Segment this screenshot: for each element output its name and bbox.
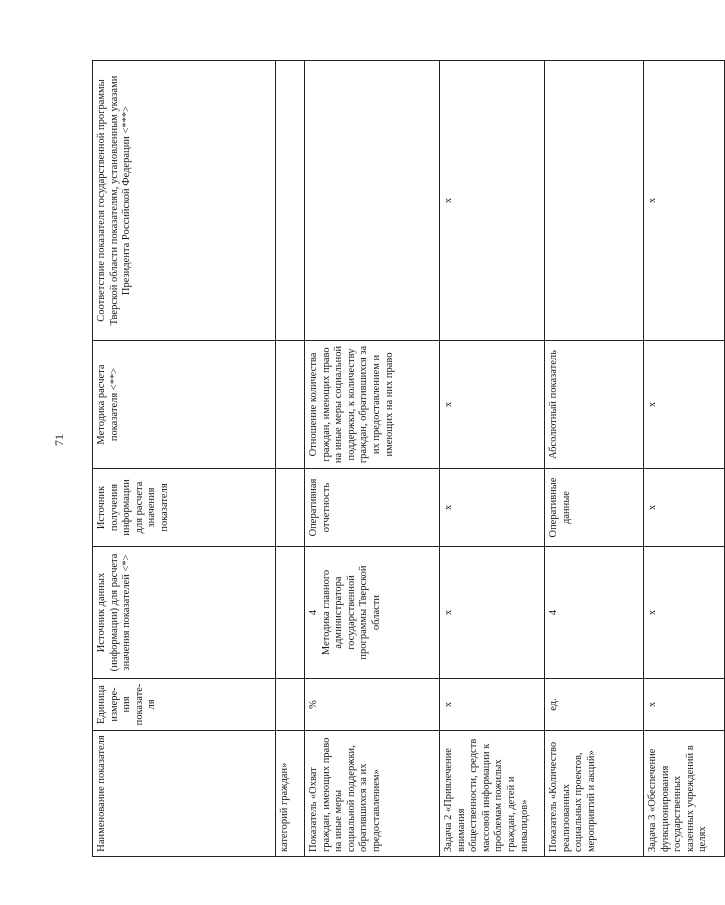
cell-name: Показатель «Охват граждан, имеющих право на иные меры социальной поддержки, обратившихся за их предоставлением»	[305, 731, 440, 857]
table-row	[644, 61, 725, 857]
cell-data-source	[276, 547, 305, 679]
table-row	[276, 61, 305, 857]
cell-name: категорий граждан»	[276, 731, 305, 857]
table-header-row	[93, 61, 276, 857]
page-number: 71	[52, 434, 66, 446]
cell-info-source	[276, 469, 305, 547]
cell-compliance: х	[644, 61, 725, 341]
cell-data-source	[305, 547, 440, 679]
cell-method	[276, 341, 305, 469]
cell-name: Показатель «Количество реализованных социальных проектов, мероприятий и акций»	[545, 731, 644, 857]
cell-data-source: 4	[545, 547, 644, 679]
cell-info-source: Оперативная отчетность	[305, 469, 440, 547]
cell-compliance	[276, 61, 305, 341]
indicators-table	[92, 60, 725, 857]
cell-unit: ед.	[545, 679, 644, 731]
cell-compliance	[305, 61, 440, 341]
cell-compliance	[545, 61, 644, 341]
cell-name: Задача 3 «Обеспечение функционирования государственных казенных учреждений в целях	[644, 731, 725, 857]
cell-method: Отношение количества граждан, имеющих право на иные меры социальной поддержки, к количеству граждан, обратившихся за их предоставлением и имеющих на них право	[305, 341, 440, 469]
data-source-number: 4	[308, 609, 319, 616]
cell-unit	[276, 679, 305, 731]
cell-method: х	[644, 341, 725, 469]
table-row	[305, 61, 440, 857]
cell-method: Абсолютный показатель	[545, 341, 644, 469]
cell-info-source: Оперативные данные	[545, 469, 644, 547]
header-info-source: Источник получения информации для расчета значения показателя	[93, 469, 276, 547]
table-row	[545, 61, 644, 857]
cell-unit: х	[440, 679, 545, 731]
cell-data-source: х	[440, 547, 545, 679]
cell-unit: х	[644, 679, 725, 731]
cell-info-source: х	[440, 469, 545, 547]
header-indicator-name: Наименование показателя	[93, 731, 276, 857]
cell-data-source: х	[644, 547, 725, 679]
cell-compliance: х	[440, 61, 545, 341]
header-compliance: Соответствие показателя государственной программы Тверской области показателям, установленным указами Президента Российской Федерации <***>	[93, 61, 276, 341]
rotated-table-container	[92, 61, 709, 857]
table-row	[440, 61, 545, 857]
header-data-source: Источник данных (информации) для расчета значения показателей <*>	[93, 547, 276, 679]
cell-info-source: х	[644, 469, 725, 547]
header-method: Методика расчета показателя <**>	[93, 341, 276, 469]
data-source-text: Методика главного администратора государственной программы Тверской области	[320, 565, 382, 660]
header-unit: Единица измере-ния показате-ля	[93, 679, 276, 731]
cell-method: х	[440, 341, 545, 469]
cell-unit: %	[305, 679, 440, 731]
cell-name: Задача 2 «Привлечение внимания общественности, средств массовой информации к проблемам пожилых граждан, детей и инвалидов»	[440, 731, 545, 857]
